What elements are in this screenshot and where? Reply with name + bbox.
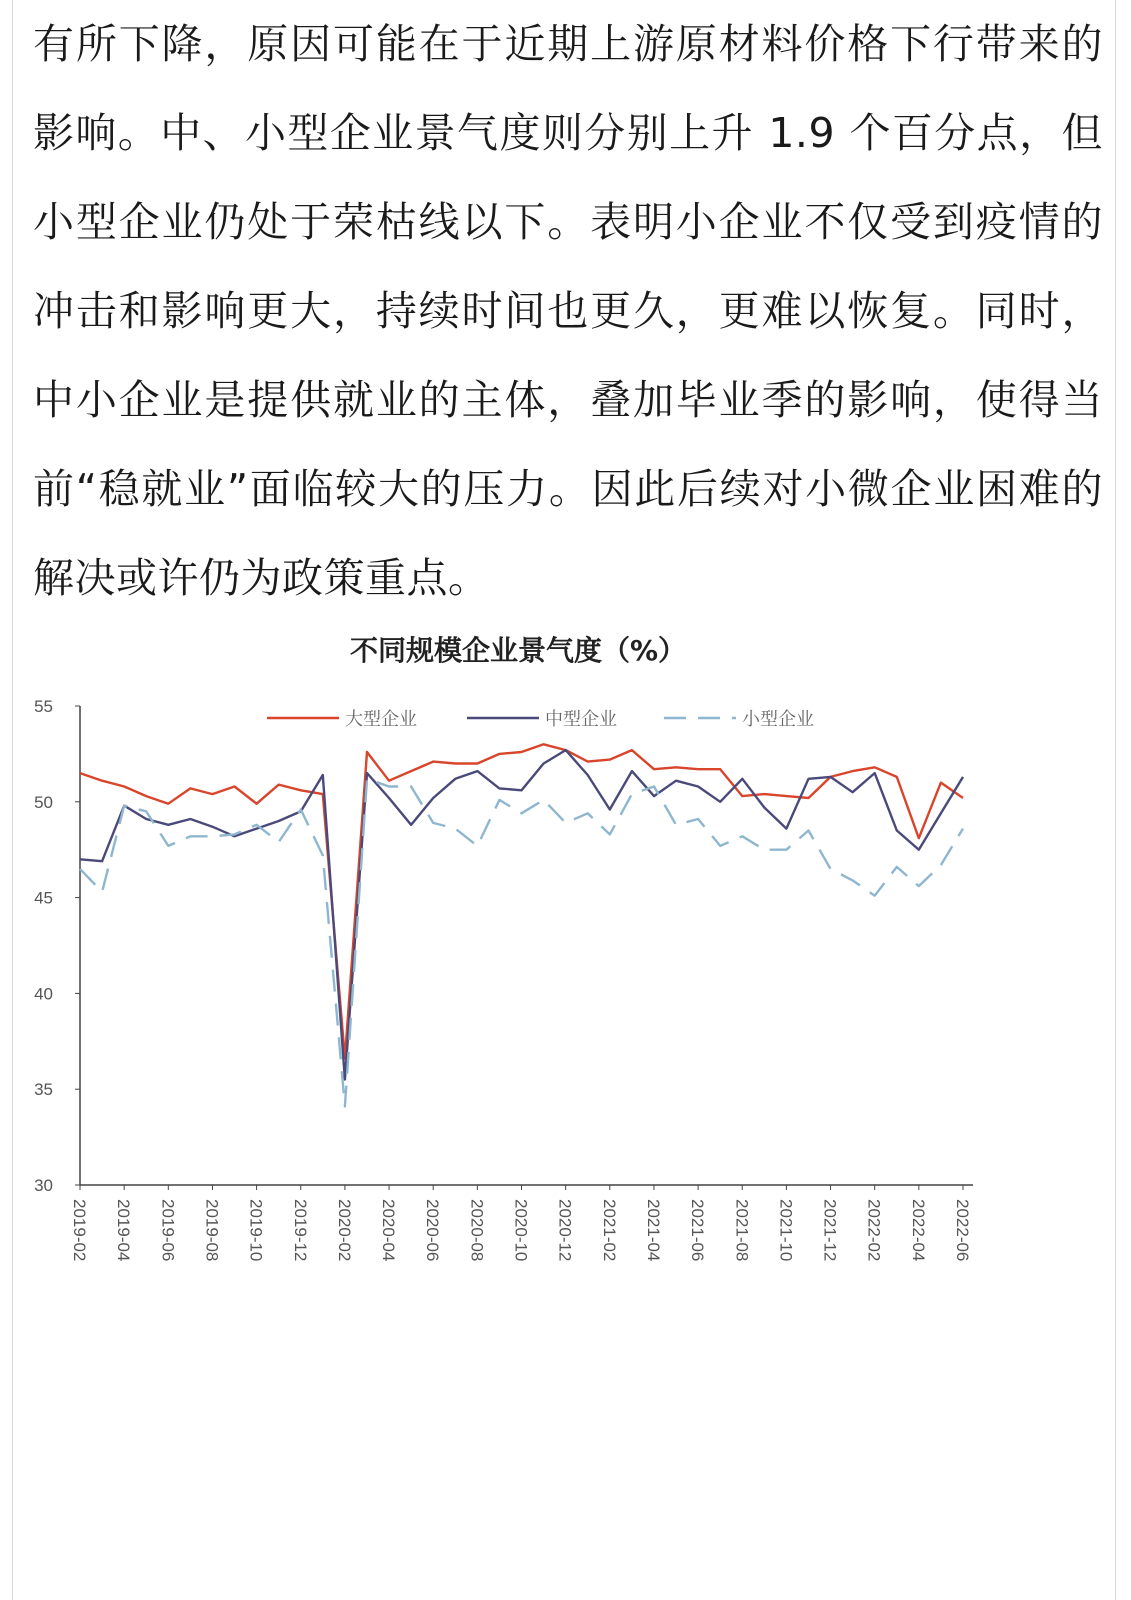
x-tick-label: 2021-08	[732, 1199, 752, 1262]
legend-label: 大型企业	[345, 709, 417, 730]
x-tick-label: 2019-04	[114, 1199, 134, 1262]
x-tick-label: 2020-10	[511, 1199, 531, 1262]
x-tick-label: 2021-02	[599, 1199, 619, 1262]
x-tick-label: 2022-04	[908, 1199, 928, 1262]
article-paragraph: 有所下降，原因可能在于近期上游原材料价格下行带来的影响。中、小型企业景气度则分别上升 1.9 个百分点，但小型企业仍处于荣枯线以下。表明小企业不仅受到疫情的冲击和影响更大，持续时间也更久，更难以恢复。同时，中小企业是提供就业的主体，叠加毕业季的影响，使得当前“稳就业”面临较大的压力。因此后续对小微企业困难的解决或许仍为政策重点。	[33, 20, 1103, 602]
x-tick-label: 2022-02	[864, 1199, 884, 1262]
x-tick-label: 2019-02	[70, 1199, 89, 1262]
legend-label: 小型企业	[742, 709, 814, 730]
y-tick-label: 45	[34, 888, 53, 908]
chart-series	[80, 744, 963, 1106]
x-tick-label: 2021-10	[776, 1199, 796, 1262]
x-tick-label: 2021-04	[643, 1199, 663, 1262]
y-tick-label: 55	[34, 697, 53, 716]
series-line-2	[80, 750, 963, 1080]
x-tick-label: 2019-08	[202, 1199, 222, 1262]
legend-label: 中型企业	[545, 709, 617, 730]
x-tick-label: 2021-06	[688, 1199, 708, 1262]
x-tick-label: 2021-12	[820, 1199, 840, 1262]
x-tick-label: 2020-08	[467, 1199, 487, 1262]
x-tick-label: 2020-06	[423, 1199, 443, 1262]
x-tick-label: 2020-04	[379, 1199, 399, 1262]
x-tick-label: 2019-10	[246, 1199, 266, 1262]
chart-title: 不同规模企业景气度（%）	[349, 634, 687, 667]
y-tick-label: 40	[34, 984, 53, 1004]
x-tick-label: 2019-12	[290, 1199, 310, 1262]
chart-legend	[267, 709, 814, 730]
x-tick-label: 2020-02	[334, 1199, 354, 1262]
x-tick-label: 2019-06	[158, 1199, 178, 1262]
chart-axes	[34, 697, 973, 1261]
y-tick-label: 35	[34, 1080, 53, 1100]
y-tick-label: 50	[34, 792, 53, 812]
x-tick-label: 2020-12	[555, 1199, 575, 1262]
y-tick-label: 30	[34, 1176, 53, 1195]
x-tick-label: 2022-06	[953, 1199, 972, 1262]
